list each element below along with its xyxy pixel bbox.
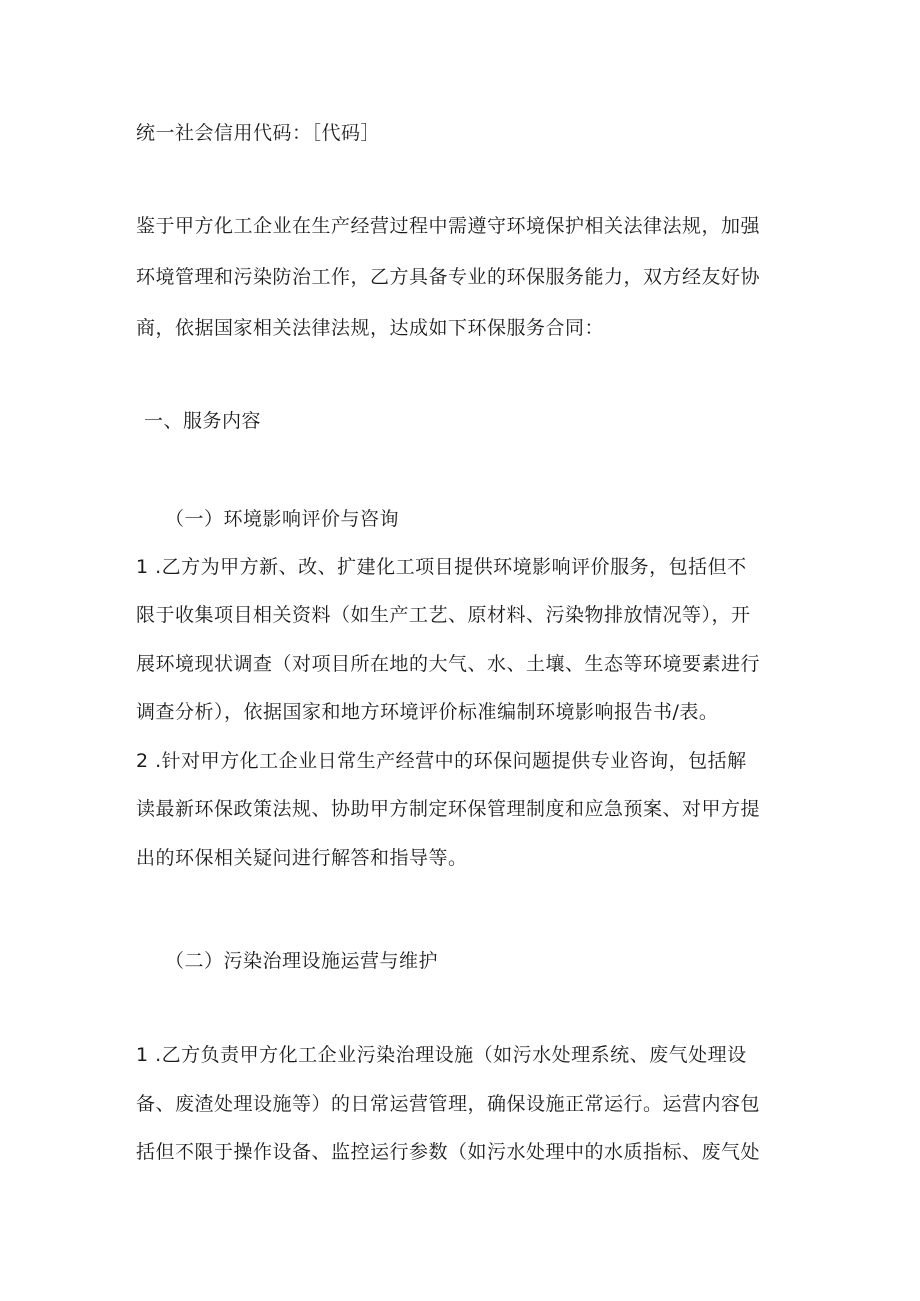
subsection-2-heading: （二）污染治理设施运营与维护 bbox=[165, 950, 439, 972]
sub-1-item-2-line-2: 读最新环保政策法规、协助甲方制定环保管理制度和应急预案、对甲方提 bbox=[136, 798, 761, 820]
preamble-line-2: 环境管理和污染防治工作，乙方具备专业的环保服务能力，双方经友好协 bbox=[136, 266, 761, 288]
sub-2-item-1-line-3: 括但不限于操作设备、监控运行参数（如污水处理中的水质指标、废气处 bbox=[136, 1141, 761, 1163]
sub-1-item-1-line-3: 展环境现状调查（对项目所在地的大气、水、土壤、生态等环境要素进行 bbox=[136, 653, 761, 675]
sub-1-item-2-line-3: 出的环保相关疑问进行解答和指导等。 bbox=[136, 847, 468, 869]
preamble-line-3: 商，依据国家相关法律法规，达成如下环保服务合同： bbox=[136, 317, 605, 339]
subsection-1-heading: （一）环境影响评价与咨询 bbox=[165, 508, 400, 530]
sub-1-item-1-line-1: 1 .乙方为甲方新、改、扩建化工项目提供环境影响评价服务，包括但不 bbox=[136, 556, 747, 578]
credit-code-line: 统一社会信用代码：［代码］ bbox=[136, 122, 381, 144]
section-1-heading: 一、服务内容 bbox=[144, 410, 262, 432]
sub-1-item-2-line-1: 2 .针对甲方化工企业日常生产经营中的环保问题提供专业咨询，包括解 bbox=[136, 750, 747, 772]
sub-2-item-1-line-1: 1 .乙方负责甲方化工企业污染治理设施（如污水处理系统、废气处理设 bbox=[136, 1044, 747, 1066]
preamble-line-1: 鉴于甲方化工企业在生产经营过程中需遵守环境保护相关法律法规，加强 bbox=[136, 215, 761, 237]
sub-2-item-1-line-2: 备、废渣处理设施等）的日常运营管理，确保设施正常运行。运营内容包 bbox=[136, 1093, 761, 1115]
sub-1-item-1-line-2: 限于收集项目相关资料（如生产工艺、原材料、污染物排放情况等），开 bbox=[136, 604, 751, 626]
sub-1-item-1-line-4: 调查分析），依据国家和地方环境评价标准编制环境影响报告书/表。 bbox=[136, 701, 719, 723]
